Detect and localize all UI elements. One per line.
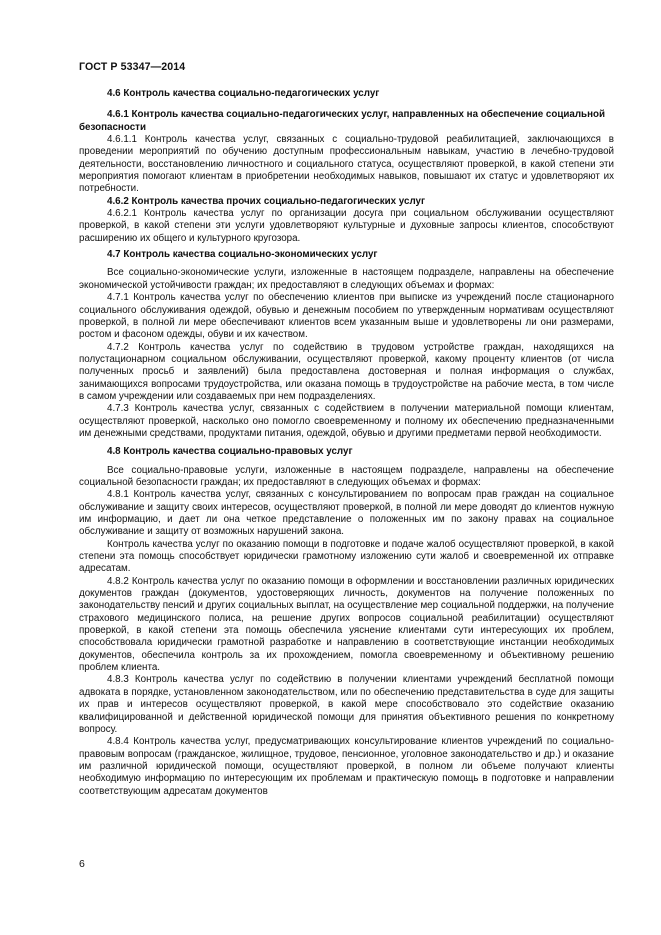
section-heading-4-8: 4.8 Контроль качества социально-правовых услуг (107, 446, 353, 458)
paragraph-4-6-2-1: 4.6.2.1 Контроль качества услуг по организации досуга при социальном обслуживании осуществляют проверкой, в какой степени эти услуги удовлетворяют культурные и духовные запросы клиентов, способствуют расширению их общего и культурного кругозора. (79, 208, 614, 244)
paragraph-4-7-1: 4.7.1 Контроль качества услуг по обеспечению клиентов при выписке из учреждений после стационарного социального обслуживания одеждой, обувью и денежным пособием по утвержденным нормативам осуществляют проверкой, в полной ли мере обеспечивают клиентов всем указанным выше и удовлетворены ли они размерами, ростом и фасоном одежды, обуви и их качеством. (79, 292, 614, 341)
paragraph-4-6-1-1: 4.6.1.1 Контроль качества услуг, связанных с социально-трудовой реабилитацией, заключающихся в проведении мероприятий по обучению доступным профессиональным навыкам, участию в лечебно-трудовой деятельности, восстановлению личностного и социального статуса, осуществляют проверкой, в какой степени эти мероприятия помогают клиентам в приобретении необходимых навыков, повышают их статус и удовлетворяют их потребности. (79, 134, 614, 195)
document-header: ГОСТ Р 53347—2014 (79, 61, 186, 73)
paragraph-4-8-2: 4.8.2 Контроль качества услуг по оказанию помощи в оформлении и восстановлении различных юридических документов граждан (документов, удостоверяющих личность, документов на получение положенных по законодательству пенсий и других социальных выплат, на осуществление мер социальной поддержки, на получение страхового медицинского полиса, на решение других вопросов социальной реабилитации) осуществляют проверкой, в какой степени эта помощь обеспечила уяснение клиентами сути интересующих их проблем, способствовала юридически грамотной разработке и направлению в соответствующие инстанции необходимых документов, обеспечила контроль за их прохождением, помогла своевременному и объективному решению проблем клиента. (79, 575, 614, 674)
paragraph-4-8-intro: Все социально-правовые услуги, изложенные в настоящем подразделе, направлены на обеспечение социальной безопасности граждан; их предоставляют в следующих объемах и формах: (79, 464, 614, 488)
subsection-heading-4-6-1: 4.6.1 Контроль качества социально-педагогических услуг, направленных на обеспечение социальной безопасности (79, 109, 606, 133)
paragraph-4-8-1: 4.8.1 Контроль качества услуг, связанных с консультированием по вопросам прав граждан на социальное обслуживание и защиту своих интересов, осуществляют проверкой, в полной ли мере доводят до клиентов нужную им информацию, и дает ли она четкое представление о положенных им по закону правах на социальное обслуживание и защиту от возможных нарушений закона. (79, 489, 614, 538)
paragraph-4-7-intro: Все социально-экономические услуги, изложенные в настоящем подразделе, направлены на обеспечение экономической устойчивости граждан; их предоставляют в следующих объемах и формах: (79, 267, 614, 291)
section-heading-4-6: 4.6 Контроль качества социально-педагогических услуг (107, 88, 380, 99)
paragraph-4-8-3: 4.8.3 Контроль качества услуг по содействию в получении клиентами учреждений бесплатной помощи адвоката в порядке, установленном законодательством, или по обеспечению представительства в суде для защиты их прав и интересов осуществляют проверкой, в какой мере способствовало это содействие оказанию квалифицированной и действенной юридической помощи для принятия объективного решения по конкретному вопросу. (79, 674, 614, 735)
paragraph-4-7-2: 4.7.2 Контроль качества услуг по содействию в трудовом устройстве граждан, находящихся на полустационарном социальном обслуживании, осуществляют проверкой, какому проценту клиентов (от числа полученных просьб и заявлений) была предоставлена достоверная и полная информация о службах, занимающихся вопросами трудоустройства, или оказана помощь в трудоустройстве на рабочие места, в том числе в самом учреждении или создаваемых при нем подразделениях. (79, 341, 614, 402)
paragraph-4-7-3: 4.7.3 Контроль качества услуг, связанных с содействием в получении материальной помощи клиентам, осуществляют проверкой, насколько оно помогло своевременному и полному их обеспечению предназначенными им денежными средствами, продуктами питания, одеждой, обувью и другими предметами первой необходимости. (79, 403, 614, 439)
document-body (79, 88, 614, 798)
paragraph-4-8-1-complaints: Контроль качества услуг по оказанию помощи в подготовке и подаче жалоб осуществляют проверкой, в какой степени эта помощь способствует юридически грамотному изложению сути жалоб и своевременной их отправке адресатам. (79, 538, 614, 575)
subsection-heading-4-6-2: 4.6.2 Контроль качества прочих социально-педагогических услуг (107, 195, 426, 207)
section-heading-4-7: 4.7 Контроль качества социально-экономических услуг (107, 249, 378, 261)
paragraph-4-8-4: 4.8.4 Контроль качества услуг, предусматривающих консультирование клиентов учреждений по социально-правовым вопросам (гражданское, жилищное, трудовое, пенсионное, уголовное законодательство и др.) и оказание им различной юридической помощи, осуществляют проверкой, в полном ли объеме получают клиенты необходимую информацию по интересующим их проблемам и практическую помощь в подготовке и направлении соответствующим адресатам документов (79, 736, 614, 797)
page-number: 6 (79, 858, 85, 870)
